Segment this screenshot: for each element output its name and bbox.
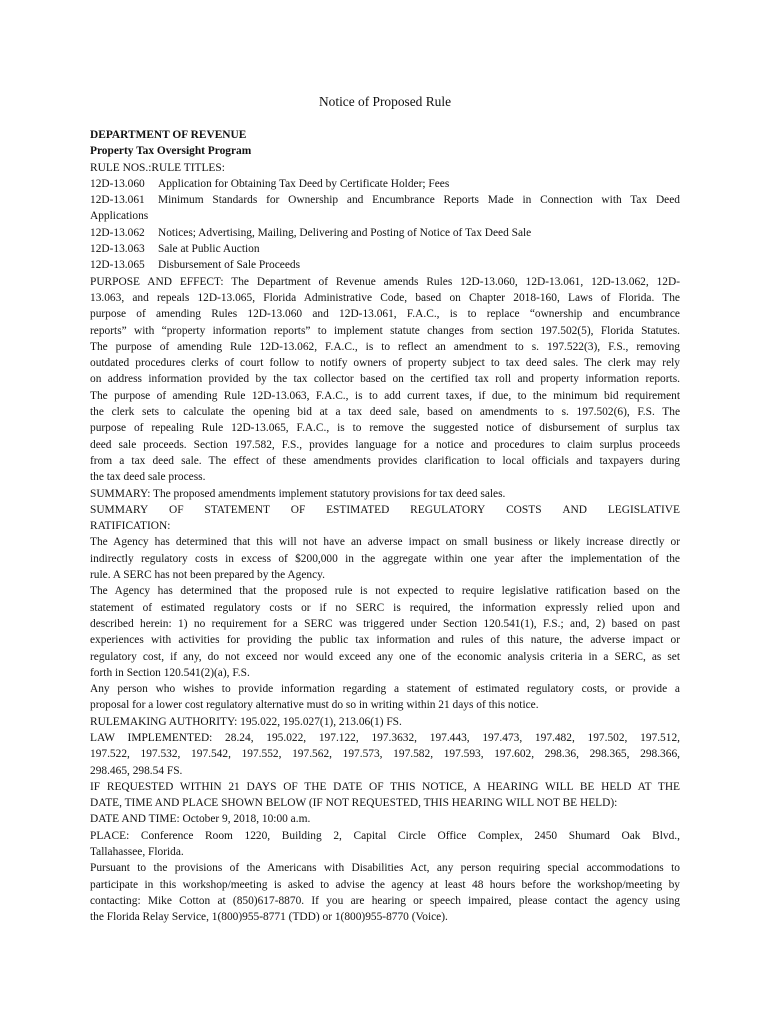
paragraph-line: indirectly regulatory costs in excess of $200,000 in the aggregate within one year after the implementation of the xyxy=(90,552,680,565)
paragraph-line: deed sale proceeds. Section 197.582, F.S., provides language for a notice and procedures to claim surplus proceeds xyxy=(90,438,680,451)
paragraph-line: rule. A SERC has not been prepared by the Agency. xyxy=(90,569,325,582)
rule-title: Application for Obtaining Tax Deed by Certificate Holder; Fees xyxy=(158,177,450,190)
rule-title-continued: Applications xyxy=(90,210,149,223)
paragraph-line: the Florida Relay Service, 1(800)955-8771 (TDD) or 1(800)955-8770 (Voice). xyxy=(90,911,448,924)
rule-entry xyxy=(90,225,680,241)
paragraph-line: DATE, TIME AND PLACE SHOWN BELOW (IF NOT REQUESTED, THIS HEARING WILL NOT BE HELD): xyxy=(90,797,618,810)
paragraph-line: purpose of repealing Rule 12D-13.065, F.A.C., is to remove the suggested notice of disbursement of surplus tax xyxy=(90,422,680,435)
hearing-notice xyxy=(90,779,680,812)
paragraph-line: reports” with “property information reports” to implement statute changes from section 197.502(5), Florida Statutes. xyxy=(90,324,680,337)
paragraph-line: 298.465, 298.54 FS. xyxy=(90,764,183,777)
paragraph-line: from a tax deed sale. The effect of these amendments provides clarification to local officials and taxpayers during xyxy=(90,454,680,467)
rule-title: Sale at Public Auction xyxy=(158,243,260,256)
paragraph-line: 197.522, 197.532, 197.542, 197.552, 197.562, 197.573, 197.582, 197.593, 197.602, 298.36, 298.365, 298.366, xyxy=(90,748,680,761)
paragraph-line: regulatory cost, if any, do not exceed nor would exceed any one of the economic analysis criteria in a SERC, as set xyxy=(90,650,680,663)
paragraph-line: contacting: Mike Cotton at (850)617-8870. If you are hearing or speech impaired, please contact the agency using xyxy=(90,894,680,907)
serc-heading-continued: RATIFICATION: xyxy=(90,520,171,533)
paragraph-line: statement of estimated regulatory costs or if no SERC is required, the information expressly relied upon and xyxy=(90,601,680,614)
paragraph-line: 13.063, and repeals 12D-13.065, Florida Administrative Code, based on Chapter 2018-160, Laws of Florida. The xyxy=(90,291,680,304)
rule-nos-label: RULE NOS.:RULE TITLES: xyxy=(90,161,225,174)
serc-paragraph-1 xyxy=(90,534,680,583)
rule-title: Minimum Standards for Ownership and Encumbrance Reports Made in Connection with Tax Deed xyxy=(158,194,680,207)
paragraph-line: LAW IMPLEMENTED: 28.24, 195.022, 197.122, 197.3632, 197.443, 197.473, 197.482, 197.502, 197.512, xyxy=(90,731,680,744)
paragraph-line: PURPOSE AND EFFECT: The Department of Revenue amends Rules 12D-13.060, 12D-13.061, 12D-13.062, 12D- xyxy=(90,275,680,288)
paragraph-line: the clerk sets to calculate the opening bid at a tax deed sale, based on amendments to s. 197.502(6), F.S. The xyxy=(90,406,680,419)
law-implemented xyxy=(90,730,680,779)
paragraph-line: experiences with activities for providing the public tax information and rules of this nature, the adverse impact or xyxy=(90,634,680,647)
rulemaking-authority: RULEMAKING AUTHORITY: 195.022, 195.027(1), 213.06(1) FS. xyxy=(90,715,402,728)
rule-entry xyxy=(90,192,680,208)
rule-entry xyxy=(90,241,680,257)
paragraph-line: IF REQUESTED WITHIN 21 DAYS OF THE DATE OF THIS NOTICE, A HEARING WILL BE HELD AT THE xyxy=(90,780,680,793)
purpose-and-effect xyxy=(90,274,680,486)
rule-number: 12D-13.061 xyxy=(90,194,145,207)
program-name: Property Tax Oversight Program xyxy=(90,145,252,158)
rule-entry xyxy=(90,176,680,192)
paragraph-line: The purpose of amending Rule 12D-13.063, F.A.C., is to add current taxes, if due, to the minimum bid requirement xyxy=(90,389,680,402)
date-and-time: DATE AND TIME: October 9, 2018, 10:00 a.m. xyxy=(90,813,311,826)
rule-number: 12D-13.063 xyxy=(90,243,145,256)
paragraph-line: The Agency has determined that the proposed rule is not expected to require legislative ratification based on the xyxy=(90,585,680,598)
paragraph-line: Tallahassee, Florida. xyxy=(90,846,184,859)
paragraph-line: PLACE: Conference Room 1220, Building 2, Capital Circle Office Complex, 2450 Shumard Oak Blvd., xyxy=(90,829,680,842)
hearing-place xyxy=(90,828,680,861)
paragraph-line: the tax deed sale process. xyxy=(90,471,206,484)
heading-word: OF xyxy=(169,503,184,516)
summary: SUMMARY: The proposed amendments implement statutory provisions for tax deed sales. xyxy=(90,487,506,500)
heading-word: STATEMENT xyxy=(204,503,270,516)
rule-number: 12D-13.065 xyxy=(90,259,145,272)
rule-title: Notices; Advertising, Mailing, Delivering and Posting of Notice of Tax Deed Sale xyxy=(158,226,532,239)
paragraph-line: outdated procedures clerks of court follow to notify owners of property subject to tax deed sales. The clerk may rely xyxy=(90,357,680,370)
heading-word: ESTIMATED xyxy=(326,503,390,516)
heading-word: AND xyxy=(562,503,588,516)
paragraph-line: The Agency has determined that this will not have an adverse impact on small business or likely increase directly or xyxy=(90,536,680,549)
rule-entry xyxy=(90,257,680,273)
heading-word: OF xyxy=(290,503,306,516)
paragraph-line: on address information provided by the tax collector based on the certified tax roll and property information reports. xyxy=(90,373,680,386)
serc-heading xyxy=(90,502,680,518)
heading-word: LEGISLATIVE xyxy=(607,503,680,516)
paragraph-line: purpose of amending Rules 12D-13.060 and 12D-13.061, F.A.C., is to replace “ownership and encumbrance xyxy=(90,308,680,321)
paragraph-line: Pursuant to the provisions of the Americans with Disabilities Act, any person requiring special accommodations to xyxy=(90,862,680,875)
heading-word: SUMMARY xyxy=(90,503,149,516)
heading-word: COSTS xyxy=(506,503,542,516)
agency-name: DEPARTMENT OF REVENUE xyxy=(90,129,247,141)
notice-body xyxy=(90,127,680,926)
paragraph-line: forth in Section 120.541(2)(a), F.S. xyxy=(90,666,250,679)
paragraph-line: participate in this workshop/meeting is asked to advise the agency at least 48 hours before the workshop/meeting by xyxy=(90,878,680,891)
serc-paragraph-2 xyxy=(90,583,680,681)
paragraph-line: proposal for a lower cost regulatory alternative must do so in writing within 21 days of this notice. xyxy=(90,699,539,712)
page-title: Notice of Proposed Rule xyxy=(318,94,452,109)
rule-title: Disbursement of Sale Proceeds xyxy=(158,259,301,272)
heading-word: REGULATORY xyxy=(410,503,486,516)
ada-paragraph xyxy=(90,860,680,925)
information-paragraph xyxy=(90,681,680,714)
rule-number: 12D-13.062 xyxy=(90,226,145,239)
rule-number: 12D-13.060 xyxy=(90,177,145,190)
paragraph-line: The purpose of amending Rule 12D-13.062, F.A.C., is to reflect an amendment to s. 197.522(3), F.S., removing xyxy=(90,340,680,353)
paragraph-line: Any person who wishes to provide information regarding a statement of estimated regulatory costs, or provide a xyxy=(90,683,680,696)
paragraph-line: described herein: 1) no requirement for a SERC was triggered under Section 120.541(1), F.S.; and, 2) based on past xyxy=(90,617,680,630)
